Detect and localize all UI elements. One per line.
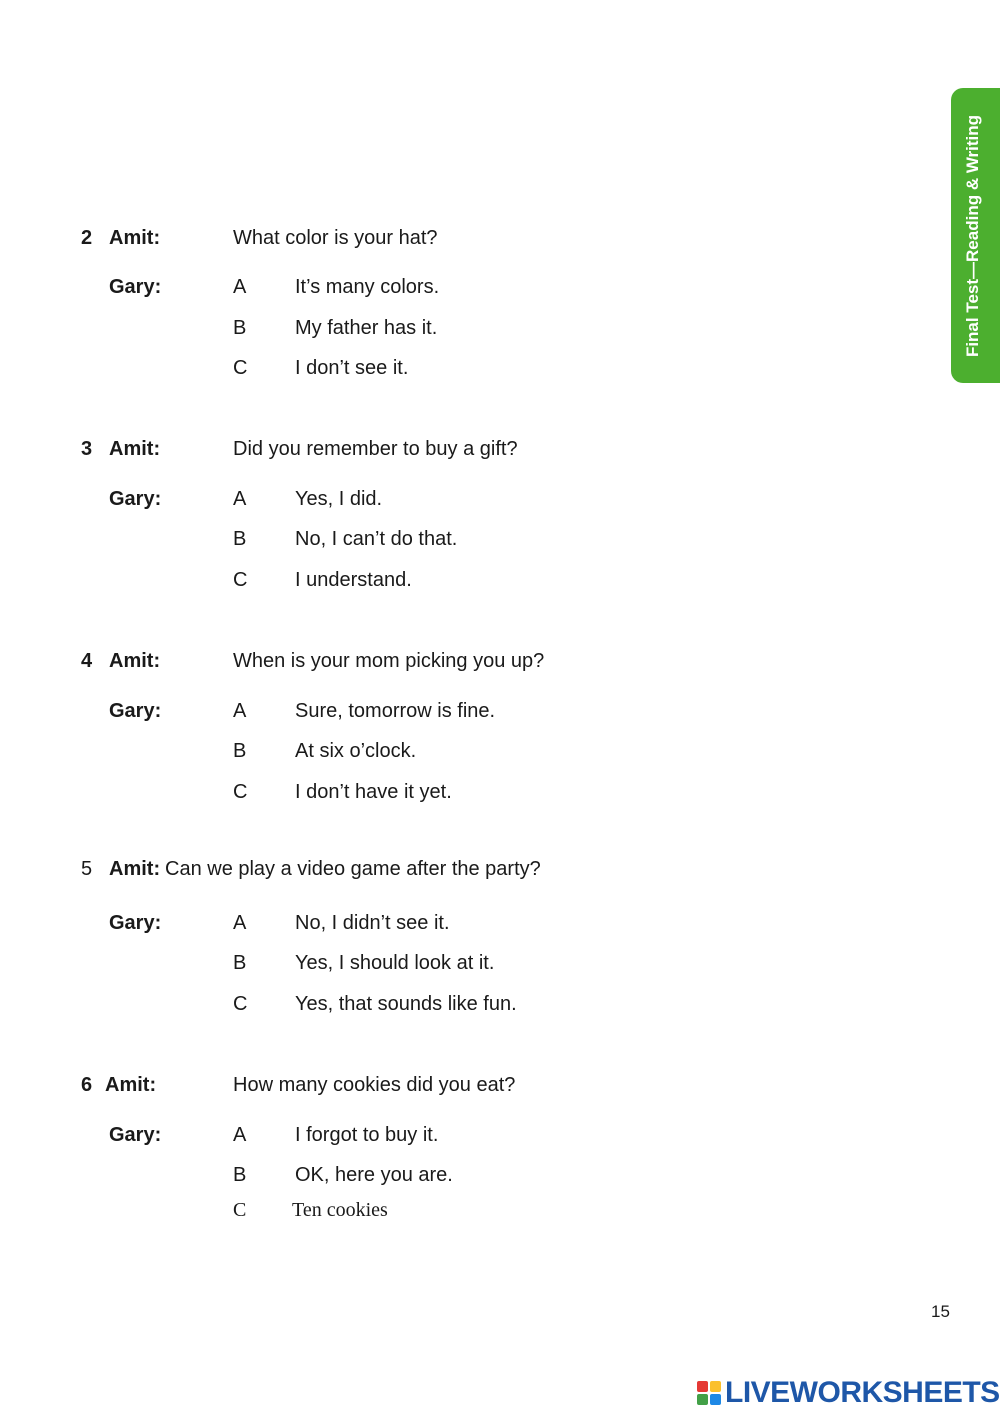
- question-number: 4: [81, 650, 93, 672]
- option-b-letter: B: [233, 1164, 247, 1186]
- option-b-text[interactable]: No, I can’t do that.: [295, 528, 458, 550]
- question-text: What color is your hat?: [233, 227, 438, 249]
- option-c-text[interactable]: I understand.: [295, 569, 412, 591]
- option-c-text[interactable]: Yes, that sounds like fun.: [295, 993, 517, 1015]
- option-a-text[interactable]: I forgot to buy it.: [295, 1124, 439, 1146]
- speaker-label: Amit:: [109, 650, 161, 672]
- question-text: When is your mom picking you up?: [233, 650, 545, 672]
- speaker-label: Amit:: [109, 438, 161, 460]
- option-b-letter: B: [233, 952, 247, 974]
- responder-label: Gary:: [109, 700, 162, 722]
- speaker-label: Amit:: [109, 858, 161, 880]
- option-c-letter: C: [233, 1199, 247, 1221]
- section-tab-label: Final Test—Reading & Writing: [963, 114, 982, 358]
- option-c-letter: C: [233, 993, 248, 1015]
- option-a-letter: A: [233, 488, 247, 510]
- page-number: 15: [931, 1302, 950, 1321]
- option-a-text[interactable]: Yes, I did.: [295, 488, 383, 510]
- responder-label: Gary:: [109, 912, 162, 934]
- option-a-letter: A: [233, 1124, 247, 1146]
- option-c-letter: C: [233, 357, 248, 379]
- option-a-text[interactable]: Sure, tomorrow is fine.: [295, 700, 496, 722]
- option-c-letter: C: [233, 569, 248, 591]
- option-b-text[interactable]: At six o’clock.: [295, 740, 417, 762]
- speaker-label: Amit:: [105, 1074, 157, 1096]
- question-number: 5: [81, 858, 93, 880]
- option-c-text[interactable]: I don’t have it yet.: [295, 781, 452, 803]
- question-text: Can we play a video game after the party?: [165, 858, 541, 880]
- option-a-letter: A: [233, 276, 247, 298]
- responder-label: Gary:: [109, 1124, 162, 1146]
- question-number: 6: [81, 1074, 93, 1096]
- logo-text: LIVEWORKSHEETS: [725, 1376, 1000, 1409]
- question-text: How many cookies did you eat?: [233, 1074, 516, 1096]
- option-b-letter: B: [233, 528, 247, 550]
- option-b-text[interactable]: Yes, I should look at it.: [295, 952, 495, 974]
- question-text: Did you remember to buy a gift?: [233, 438, 518, 460]
- speaker-label: Amit:: [109, 227, 161, 249]
- logo-mark-icon: [697, 1381, 721, 1405]
- option-b-text[interactable]: My father has it.: [295, 317, 438, 339]
- option-a-letter: A: [233, 700, 247, 722]
- question-number: 3: [81, 438, 93, 460]
- option-c-text[interactable]: I don’t see it.: [295, 357, 409, 379]
- option-a-text[interactable]: It’s many colors.: [295, 276, 440, 298]
- question-number: 2: [81, 227, 93, 249]
- option-b-text[interactable]: OK, here you are.: [295, 1164, 453, 1186]
- responder-label: Gary:: [109, 276, 162, 298]
- option-b-letter: B: [233, 740, 247, 762]
- option-c-letter: C: [233, 781, 248, 803]
- option-a-letter: A: [233, 912, 247, 934]
- option-c-text[interactable]: Ten cookies: [292, 1199, 388, 1221]
- option-b-letter: B: [233, 317, 247, 339]
- responder-label: Gary:: [109, 488, 162, 510]
- liveworksheets-logo: [697, 1377, 1000, 1409]
- option-a-text[interactable]: No, I didn’t see it.: [295, 912, 450, 934]
